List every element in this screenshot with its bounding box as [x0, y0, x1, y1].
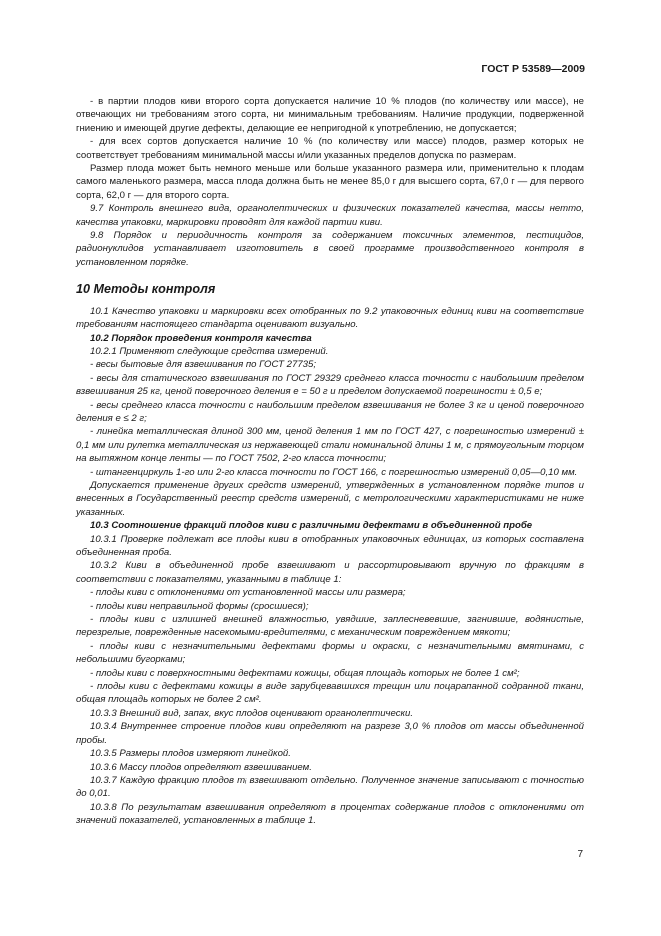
paragraph: 10.3 Соотношение фракций плодов киви с различными дефектами в объединенной пробе	[90, 520, 533, 532]
paragraph: Размер плода может быть немного меньше или больше указанного размера или, применительно к плодам самого маленького размера, масса плода должна быть не менее 85,0 г для высшего сорта, 67,0 г — для первого сорта, 62,0 г — для второго сорта.	[76, 163, 584, 201]
paragraph: 10.3.3 Внешний вид, запах, вкус плодов оценивают органолептически.	[90, 707, 414, 719]
paragraph: 10.1 Качество упаковки и маркировки всех отобранных по 9.2 упаковочных единиц киви на соответствие требованиям настоящего стандарта оценивают визуально.	[76, 305, 584, 331]
paragraph: 10.3.2 Киви в объединенной пробе взвешивают и рассортировывают вручную по фракциям в соответствии с показателями, указанными в таблице 1:	[76, 560, 584, 585]
paragraph: 9.8 Порядок и периодичность контроля за содержанием токсичных элементов, пестицидов, радионуклидов устанавливает изготовитель в своей программе производственного контроля в установленном порядке.	[76, 230, 584, 268]
paragraph: - плоды киви неправильной формы (сросшиеся);	[90, 600, 309, 612]
paragraph: 10.3.7 Каждую фракцию плодов mᵢ взвешивают отдельно. Полученное значение записывают с точностью до 0,01.	[76, 774, 584, 800]
paragraph: 10.3.8 По результатам взвешивания определяют в процентах содержание плодов с отклонениями от значений показателей, установленных в таблице 1.	[76, 801, 584, 827]
paragraphs-bottom	[76, 305, 584, 828]
paragraph: - плоды киви с незначительными дефектами формы и окраски, с незначительными вмятинами, с небольшими бугорками;	[76, 640, 584, 666]
page-number: 7	[577, 849, 583, 860]
paragraphs-top	[76, 95, 584, 269]
paragraph: - весы для статического взвешивания по ГОСТ 29329 среднего класса точности с наибольшим пределом взвешивания 25 кг, ценой поверочного деления e = 50 г и пределом допускаемой погрешности ± 0,5 e;	[76, 372, 584, 398]
section-title: 10 Методы контроля	[76, 282, 216, 297]
paragraph: - плоды киви с дефектами кожицы в виде зарубцевавшихся трещин или поцарапанной содранной ткани, общая площадь которых не более 2 см².	[76, 681, 584, 706]
paragraph: - штангенциркуль 1-го или 2-го класса точности по ГОСТ 166, с погрешностью измерений 0,05—0,10 мм.	[90, 466, 578, 478]
paragraph: 10.3.5 Размеры плодов измеряют линейкой.	[90, 748, 291, 760]
paragraph: - весы среднего класса точности с наибольшим пределом взвешивания не более 3 кг и ценой поверочного деления e ≤ 2 г;	[76, 399, 584, 424]
paragraph: - плоды киви с отклонениями от установленной массы или размера;	[90, 587, 406, 599]
paragraph: - весы бытовые для взвешивания по ГОСТ 27735;	[90, 359, 317, 371]
paragraph: 10.3.4 Внутреннее строение плодов киви определяют на разрезе 3,0 % плодов от массы объединенной пробы.	[76, 721, 584, 746]
paragraph: 10.2 Порядок проведения контроля качества	[90, 332, 312, 344]
paragraph: 10.3.1 Проверке подлежат все плоды киви в отобранных упаковочных единицах, из которых составлена объединенная проба.	[76, 533, 584, 558]
page-content	[76, 95, 584, 828]
paragraph: - в партии плодов киви второго сорта допускается наличие 10 % плодов (по количеству или массе), не отвечающих ни требованиям этого сорта, ни минимальным требованиям. Наличие продукции, подверженной гниению и имеющей другие дефекты, делающие ее непригодной к употреблению, не допускается;	[76, 96, 584, 134]
paragraph: 9.7 Контроль внешнего вида, органолептических и физических показателей качества, массы нетто, качества упаковки, маркировки проводят для каждой партии киви.	[76, 203, 584, 228]
paragraph: 10.2.1 Применяют следующие средства измерений.	[90, 345, 329, 357]
standard-code-header: ГОСТ Р 53589—2009	[481, 63, 585, 75]
paragraph: - плоды киви с излишней внешней влажностью, увядшие, заплесневевшие, загнившие, водянистые, перезрелые, поврежденные насекомыми-вредителями, с механическим повреждением мякоти;	[76, 614, 584, 639]
paragraph: - для всех сортов допускается наличие 10 % (по количеству или массе) плодов, размер которых не соответствует требованиям минимальной массы и/или указанных пределов допуска по размерам.	[76, 136, 584, 161]
paragraph: - линейка металлическая длиной 300 мм, ценой деления 1 мм по ГОСТ 427, с погрешностью измерений ± 0,1 мм или рулетка металлическая из нержавеющей стали номинальной длины 1 м, с прямоугольным торцом на вытяжном конце ленты — по ГОСТ 7502, 2-го класса точности;	[76, 426, 584, 465]
paragraph: Допускается применение других средств измерений, утвержденных в установленном порядке типов и внесенных в Государственный реестр средств измерений, с метрологическими характеристиками не ниже указанных.	[76, 479, 584, 518]
paragraph: 10.3.6 Массу плодов определяют взвешиванием.	[90, 761, 312, 773]
paragraph: - плоды киви с поверхностными дефектами кожицы, общая площадь которых не более 1 см²;	[90, 667, 520, 679]
